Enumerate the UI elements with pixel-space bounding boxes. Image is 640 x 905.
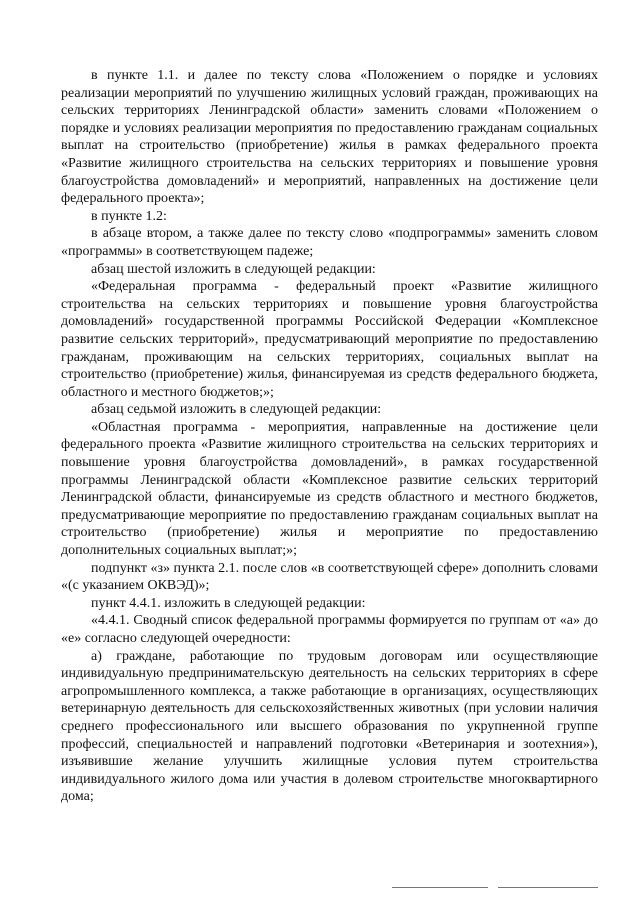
paragraph-4-4-1-intro: пункт 4.4.1. изложить в следующей редакции: bbox=[91, 595, 366, 611]
paragraph-subpoint-z: подпункт «з» пункта 2.1. после слов «в соответствующей сфере» дополнить словами «(с указанием ОКВЭД)»; bbox=[61, 560, 598, 594]
paragraph-1-2-heading: в пункте 1.2: bbox=[91, 208, 167, 224]
paragraph-second-abzats: в абзаце втором, а также далее по тексту слово «подпрограммы» заменить словом «программы» в соответствующем падеже; bbox=[61, 226, 598, 259]
paragraph-seventh-abzats-intro: абзац седьмой изложить в следующей редакции: bbox=[91, 402, 382, 418]
paragraph-sixth-abzats-intro: абзац шестой изложить в следующей редакции: bbox=[91, 261, 376, 277]
paragraph-4-4-1-text: «4.4.1. Сводный список федеральной программы формируется по группам от «а» до «е» согласно следующей очередности: bbox=[61, 613, 598, 646]
paragraph-1-1-amendment: в пункте 1.1. и далее по тексту слова «Положением о порядке и условиях реализации мероприятий по улучшению жилищных условий граждан, проживающих на сельских территориях Ленинградской области» заменить словами «Положением о порядке и условиях реализации мероприятия по предоставлению гражданам социальных выплат на строительство (приобретение) жилья в рамках федерального проекта «Развитие жилищного строительства на сельских территориях и повышение уровня благоустройства домовладений» и мероприятий, направленных на достижение цели федерального проекта»; bbox=[61, 68, 598, 207]
paragraph-regional-program-definition: «Областная программа - мероприятия, направленные на достижение цели федерального проекта «Развитие жилищного строительства на сельских территориях и повышение уровня благоустройства домовладений», в рамках государственной программы Ленинградской области «Комплексное развитие сельских территорий Ленинградской области, финансируемые из средств областного и местного бюджетов, предусматривающие мероприятие по предоставлению гражданам социальных выплат на строительство (приобретение) жилья и мероприятие по предоставлению дополнительных социальных выплат;»; bbox=[61, 419, 598, 559]
scan-artifact-line bbox=[392, 887, 488, 888]
document-body bbox=[61, 67, 598, 806]
scan-artifact-line bbox=[498, 887, 598, 888]
paragraph-group-a: а) граждане, работающие по трудовым договорам или осуществляющие индивидуальную предпринимательскую деятельность на сельских территориях в сфере агропромышленного комплекса, а также работающие в организациях, осуществляющих ветеринарную деятельность для сельскохозяйственных животных (при условии наличия среднего профессионального или высшего образования по укрупненной группе профессий, специальностей и направлений подготовки «Ветеринария и зоотехния»), изъявившие желание улучшить жилищные условия путем строительства индивидуального жилого дома или участия в долевом строительстве многоквартирного дома; bbox=[61, 648, 598, 805]
paragraph-federal-program-definition: «Федеральная программа - федеральный проект «Развитие жилищного строительства на сельских территориях и повышение уровня благоустройства домовладений» государственной программы Российской Федерации «Комплексное развитие сельских территорий», предусматривающий мероприятие по предоставлению гражданам, проживающим на сельских территориях, социальных выплат на строительство (приобретение) жилья, финансируемая из средств федерального бюджета, областного и местного бюджетов;»; bbox=[61, 279, 598, 400]
